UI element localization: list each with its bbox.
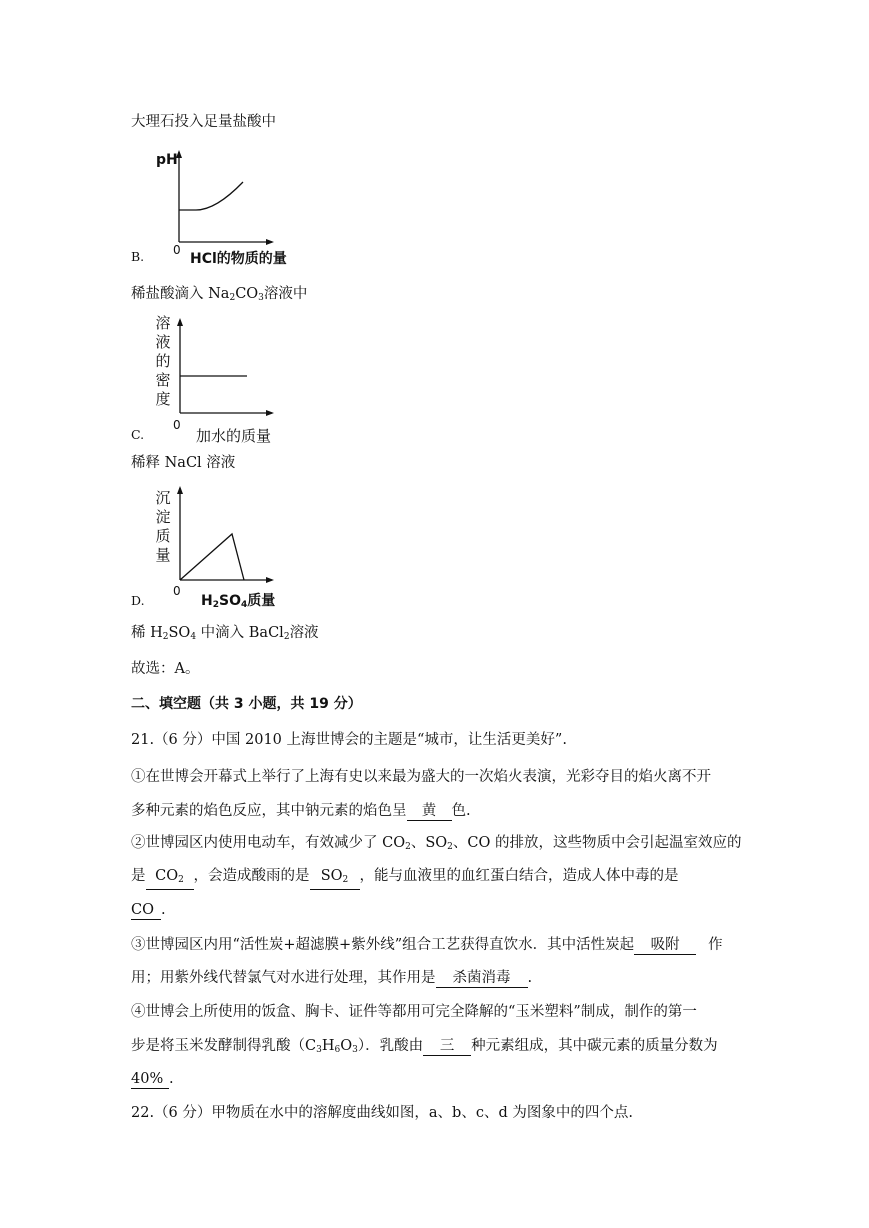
answer-blank: 三 bbox=[423, 1038, 471, 1056]
q21-p4-line1: ④世博会上所使用的饭盒、胸卡、证件等都用可完全降解的“玉米塑料”制成，制作的第一 bbox=[131, 1004, 697, 1020]
answer-blank: 40% bbox=[131, 1071, 169, 1089]
graph-d bbox=[172, 486, 282, 586]
option-c-label: C. bbox=[131, 427, 145, 442]
q21-p4-line2: 步是将玉米发酵制得乳酸$(C_3H_6O_3)$．乳酸由 三 种元素组成，其中碳元素的质量分数为 bbox=[131, 1038, 718, 1055]
answer-blank: 杀菌消毒 bbox=[436, 970, 528, 988]
graph-d-x-label: $H_2SO_4$质量 bbox=[201, 593, 276, 610]
q21-p3-line1: ③世博园区内用“活性炭+超滤膜+紫外线”组合工艺获得直饮水．其中活性炭起 吸附 作 bbox=[131, 937, 723, 953]
q21-p2-line3: CO . bbox=[131, 902, 166, 918]
graph-b-origin: 0 bbox=[173, 243, 181, 257]
graph-c-y-label: 溶 液 的 密 度 bbox=[155, 314, 171, 408]
answer-line: 故选：A。 bbox=[131, 661, 200, 677]
ph-curve bbox=[179, 182, 243, 210]
answer-blank: $SO_2$ bbox=[310, 868, 360, 890]
answer-blank: $CO_2$ bbox=[146, 868, 194, 890]
q21-stem: 21.（6 分）中国 2010 上海世博会的主题是“城市，让生活更美好”. bbox=[131, 732, 567, 748]
caption-b: 稀盐酸滴入 $Na_2CO_3$溶液中 bbox=[131, 286, 308, 303]
caption-c: 稀释 NaCl 溶液 bbox=[131, 455, 236, 471]
graph-c-x-label: 加水的质量 bbox=[196, 427, 272, 445]
q21-p4-line3: 40% . bbox=[131, 1071, 174, 1087]
graph-b bbox=[170, 150, 280, 250]
option-b-label: B. bbox=[131, 249, 145, 264]
answer-blank: 吸附 bbox=[634, 937, 696, 955]
answer-blank: CO bbox=[131, 902, 161, 920]
option-d-label: D. bbox=[131, 593, 145, 608]
q21-p3-line2: 用；用紫外线代替氯气对水进行处理，其作用是 杀菌消毒 . bbox=[131, 970, 533, 986]
section-title: 二、填空题（共 3 小题，共 19 分） bbox=[131, 696, 362, 712]
caption-d: 稀 $H_2SO_4$ 中滴入 BaCl$_2$溶液 bbox=[131, 625, 319, 642]
q22-stem: 22.（6 分）甲物质在水中的溶解度曲线如图，a、b、c、d 为图象中的四个点. bbox=[131, 1105, 633, 1121]
caption-a: 大理石投入足量盐酸中 bbox=[131, 114, 276, 130]
q21-p2-line2: 是 $CO_2$ ，会造成酸雨的是 $SO_2$ ，能与血液里的血红蛋白结合，造成人体中毒的是 bbox=[131, 866, 679, 890]
graph-b-x-label: HCl的物质的量 bbox=[190, 251, 287, 267]
q21-p1-line2: 多种元素的焰色反应，其中钠元素的焰色呈 黄 色. bbox=[131, 803, 471, 819]
answer-blank: 黄 bbox=[407, 803, 452, 821]
graph-d-y-label: 沉 淀 质 量 bbox=[155, 489, 171, 564]
q21-p2-line1: ②世博园区内使用电动车，有效减少了 $CO_2$、$SO_2$、CO 的排放，这些物质中会引起温室效应的 bbox=[131, 835, 742, 852]
graph-c-origin: 0 bbox=[173, 418, 181, 432]
precipitate-line bbox=[180, 534, 244, 580]
graph-b-y-label: pH bbox=[156, 152, 178, 168]
q21-p1-line1: ①在世博会开幕式上举行了上海有史以来最为盛大的一次焰火表演，光彩夺目的焰火离不开 bbox=[131, 769, 711, 785]
graph-c bbox=[172, 318, 282, 418]
graph-d-origin: 0 bbox=[173, 584, 181, 598]
